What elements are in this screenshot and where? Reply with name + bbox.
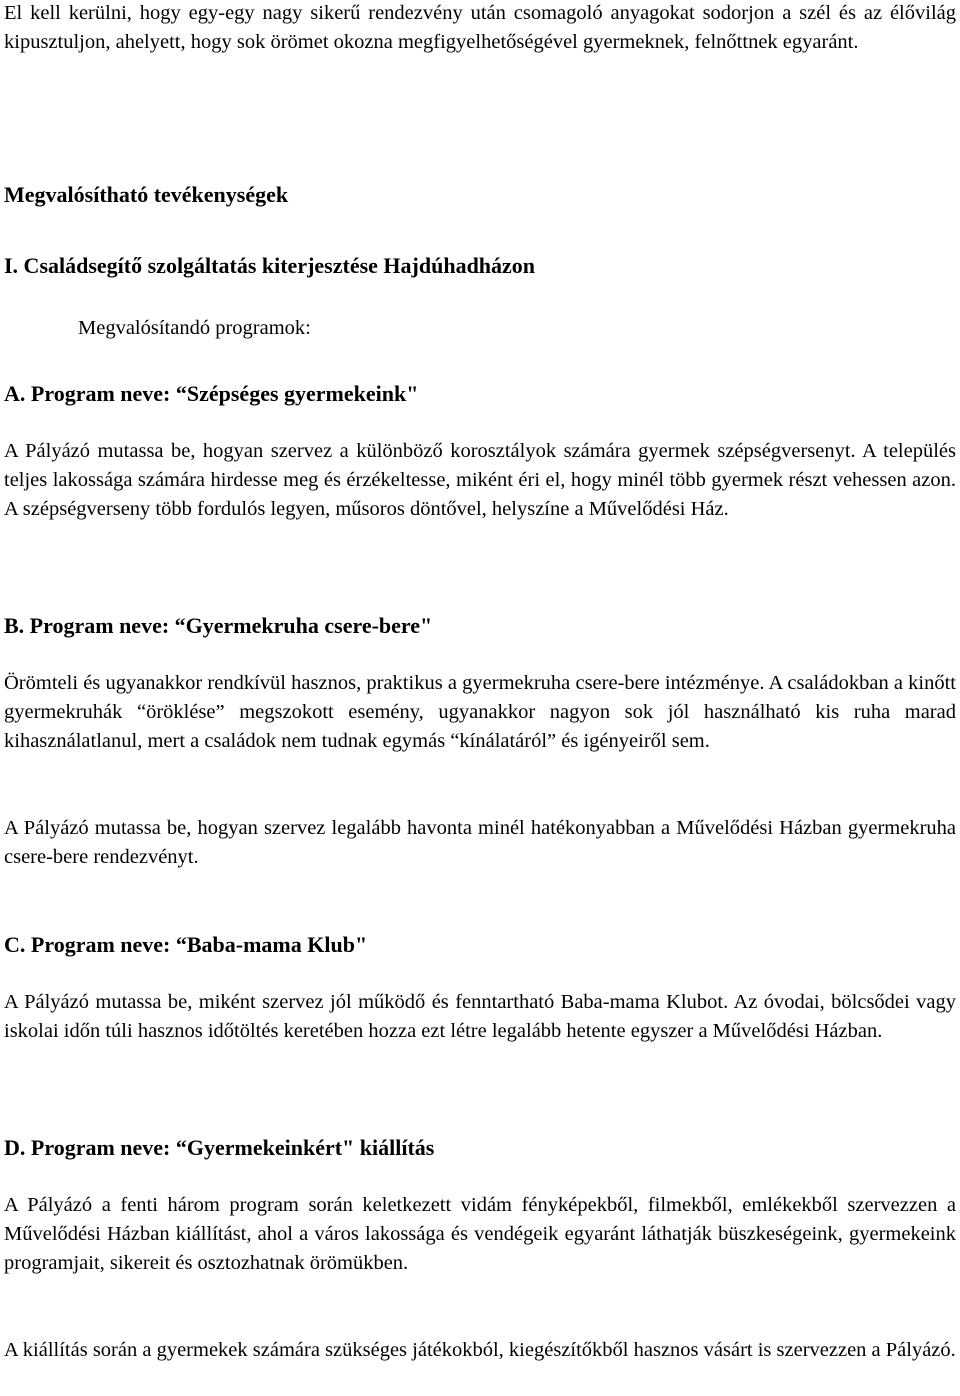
program-c-title: C. Program neve: “Baba-mama Klub" [4,932,368,957]
program-b-title: B. Program neve: “Gyermekruha csere-bere" [4,613,433,638]
program-a-title: A. Program neve: “Szépséges gyermekeink" [4,381,419,406]
program-a-paragraph: A Pályázó mutassa be, hogyan szervez a különböző korosztályok számára gyermek szépségversenyt. A település teljes lakossága számára hirdesse meg és érzékeltesse, miként éri el, hogy minél több gyermek részt vehessen azon. A szépségverseny több fordulós legyen, műsoros döntővel, helyszíne a Művelődési Ház. [4,440,956,520]
program-d-title: D. Program neve: “Gyermekeinkért" kiállítás [4,1135,435,1160]
program-d-paragraph-2: A kiállítás során a gyermekek számára szükséges játékokból, kiegészítőkből hasznos vásárt is szervezzen a Pályázó. [4,1339,956,1361]
program-b-paragraph-1: Örömteli és ugyanakkor rendkívül hasznos, praktikus a gyermekruha csere-bere intézménye. A családokban a kinőtt gyermekruhák “öröklése” megszokott esemény, ugyanakkor nagyon sok jól használható kis ruha marad kihasználatlanul, mert a családok nem tudnak egymás “kínálatáról” és igényeiről sem. [4,672,956,752]
program-d-paragraph-1: A Pályázó a fenti három program során keletkezett vidám fényképekből, filmekből, emlékekből szervezzen a Művelődési Házban kiállítást, ahol a város lakossága és vendégeik egyaránt láthatják büszkeségeink, gyermekeink programjait, sikereit és osztozhatnak örömükben. [4,1194,956,1274]
program-b-paragraph-2: A Pályázó mutassa be, hogyan szervez legalább havonta minél hatékonyabban a Művelődési Házban gyermekruha csere-bere rendezvényt. [4,817,956,868]
intro-paragraph: El kell kerülni, hogy egy-egy nagy sikerű rendezvény után csomagoló anyagokat sodorjon a szél és az élővilág kipusztuljon, ahelyett, hogy sok örömet okozna megfigyelhetőségével gyermeknek, felnőttnek egyaránt. [4,2,956,53]
program-c-paragraph: A Pályázó mutassa be, miként szervez jól működő és fenntartható Baba-mama Klubot. Az óvodai, bölcsődei vagy iskolai időn túli hasznos időtöltés keretében hozza ezt létre legalább hetente egyszer a Művelődési Házban. [4,991,956,1042]
section-title: Megvalósítható tevékenységek [4,182,289,207]
programs-label: Megvalósítandó programok: [78,317,311,339]
subsection-title: I. Családsegítő szolgáltatás kiterjesztése Hajdúhadházon [4,253,536,278]
